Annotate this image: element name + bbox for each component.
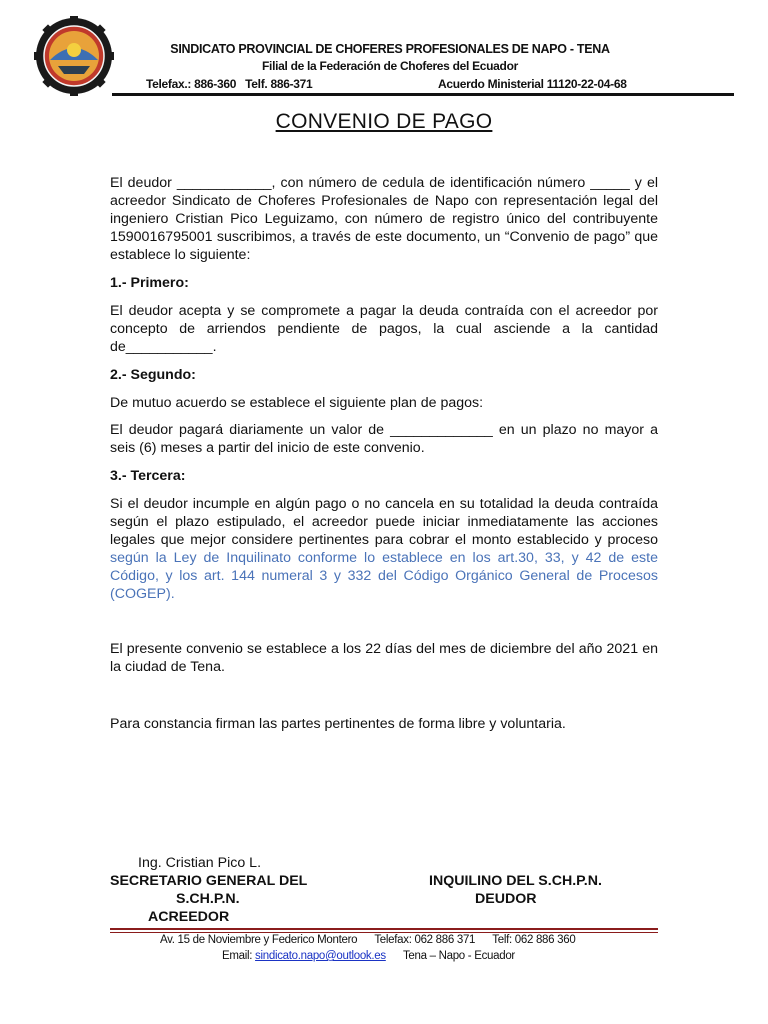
closing-date-paragraph: El presente convenio se establece a los 22 días del mes de diciembre del año 2021 en la ciudad de Tena. <box>110 641 658 675</box>
footer-divider <box>110 928 658 930</box>
tenant-title: INQUILINO DEL S.CH.P.N. <box>429 873 602 889</box>
email-link[interactable]: sindicato.napo@outlook.es <box>255 950 386 962</box>
document-title: CONVENIO DE PAGO <box>275 110 493 133</box>
union-seal-logo <box>34 16 114 96</box>
footer-location: Tena – Napo - Ecuador <box>402 950 515 962</box>
footer-divider-thin <box>110 932 658 933</box>
section-3-heading: 3.- Tercera: <box>110 468 186 484</box>
section-1-heading: 1.- Primero: <box>110 275 189 291</box>
debtor-label: DEUDOR <box>475 891 537 907</box>
section-3-paragraph <box>110 495 658 603</box>
signatory-title-line-1: SECRETARIO GENERAL DEL <box>110 873 308 889</box>
org-phones: Telefax.: 886-360 Telf. 886-371 <box>146 77 313 91</box>
section-3-text: Si el deudor incumple en algún pago o no cancela en su totalidad la deuda contraída según el plazo estipulado, el acreedor puede iniciar inmediatamente las acciones legales que mejor considere pertinentes para cobrar el monto establecido y proceso <box>110 496 658 548</box>
closing-consent-paragraph: Para constancia firman las partes pertinentes de forma libre y voluntaria. <box>110 716 566 732</box>
intro-paragraph: El deudor ____________, con número de cedula de identificación número _____ y el acreedor Sindicato de Choferes Profesionales de Napo con representación legal del ingeniero Cristian Pico Leguizamo, con número de registro único del contribuyente 1590016795001 suscribimos, a través de este documento, un “Convenio de pago” que establece lo siguiente: <box>110 175 658 263</box>
section-1-paragraph: El deudor acepta y se compromete a pagar la deuda contraída con el acreedor por concepto de arriendos pendiente de pagos, la cual asciende a la cantidad de___________. <box>110 303 658 355</box>
section-2-paragraph-1: De mutuo acuerdo se establece el siguiente plan de pagos: <box>110 395 484 411</box>
signatory-title-line-2: S.CH.P.N. <box>176 891 240 907</box>
creditor-label: ACREEDOR <box>148 909 230 925</box>
legal-reference-text: según la Ley de Inquilinato conforme lo establece en los art.30, 33, y 42 de este Código, y los art. 144 numeral 3 y 332 del Código Orgánico General de Procesos (COGEP). <box>110 550 658 602</box>
email-label: Email: <box>222 950 256 962</box>
footer-address: Av. 15 de Noviembre y Federico Montero Telefax: 062 886 371 Telf: 062 886 360 <box>160 934 576 946</box>
section-2-heading: 2.- Segundo: <box>110 367 196 383</box>
section-2-paragraph-2: El deudor pagará diariamente un valor de _____________ en un plazo no mayor a seis (6) meses a partir del inicio de este convenio. <box>110 422 658 456</box>
org-name: SINDICATO PROVINCIAL DE CHOFERES PROFESIONALES DE NAPO - TENA <box>170 42 610 56</box>
signatory-name: Ing. Cristian Pico L. <box>138 855 262 871</box>
org-affiliation: Filial de la Federación de Choferes del Ecuador <box>262 59 518 73</box>
header-divider <box>112 93 734 96</box>
ministerial-agreement: Acuerdo Ministerial 11120-22-04-68 <box>438 77 627 91</box>
footer-contact <box>222 950 515 962</box>
